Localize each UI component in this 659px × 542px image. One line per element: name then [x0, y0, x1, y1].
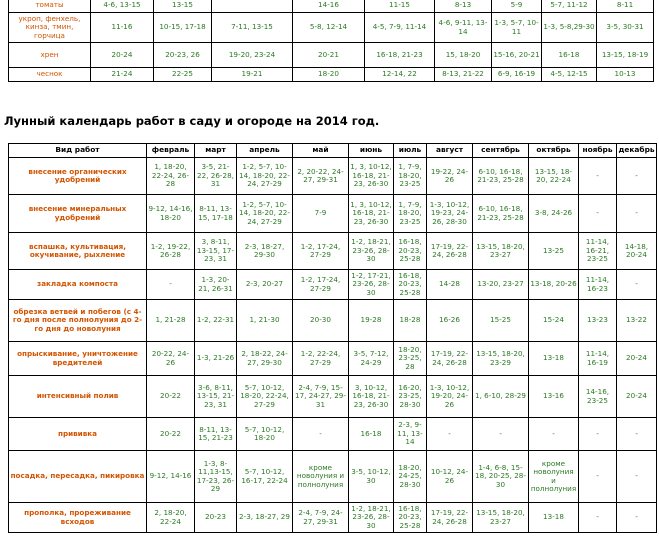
work-row — [9, 342, 657, 376]
date-cell: 1-2, 18-21, 23-26, 28-30 — [349, 233, 394, 270]
date-cell: 6-10, 16-18, 21-23, 25-28 — [473, 158, 529, 195]
date-cell: - — [579, 158, 617, 195]
header-month: август — [427, 144, 473, 158]
date-cell: 9-12, 14-16, 18-20 — [147, 195, 195, 233]
crop-cell: 21-24 — [91, 68, 154, 82]
work-type: опрыскивание, уничтожение вредителей — [9, 342, 147, 376]
work-row — [9, 503, 657, 533]
crop-cell — [212, 0, 293, 13]
work-type: прополка, прореживание всходов — [9, 503, 147, 533]
crop-cell: 5-7, 11-12 — [542, 0, 597, 13]
date-cell: 16-18, 20-23, 25-28 — [394, 270, 427, 300]
date-cell: 1, 21-30 — [237, 300, 293, 342]
crop-cell: 7-11, 13-15 — [212, 13, 293, 43]
date-cell: 13-15, 18-20, 22-24 — [529, 158, 579, 195]
date-cell: 13-16 — [529, 376, 579, 418]
work-type: посадка, пересадка, пикировка — [9, 451, 147, 503]
date-cell: 13-22 — [617, 300, 657, 342]
date-cell: 20-22, 24-26 — [147, 342, 195, 376]
crop-cell: 20-21 — [293, 43, 365, 68]
lunar-calendar-table — [8, 143, 657, 533]
date-cell: 1-2, 22-31 — [195, 300, 237, 342]
crop-cell: 19-20, 23-24 — [212, 43, 293, 68]
date-cell: - — [473, 418, 529, 451]
date-cell: 3-5, 10-12, 30 — [349, 451, 394, 503]
date-cell: 20-24 — [617, 376, 657, 418]
crop-cell: 8-11 — [597, 0, 654, 13]
date-cell: 15-24 — [529, 300, 579, 342]
date-cell: 9-12, 14-16 — [147, 451, 195, 503]
crop-cell: 15, 18-20 — [435, 43, 492, 68]
crop-cell: 4-6, 13-15 — [91, 0, 154, 13]
date-cell: 1-3, 20-21, 26-31 — [195, 270, 237, 300]
crop-cell: 3-5, 30-31 — [597, 13, 654, 43]
date-cell: - — [617, 418, 657, 451]
date-cell: кроме новолуния и полнолуния — [293, 451, 349, 503]
date-cell: 2, 20-22, 24-27, 29-31 — [293, 158, 349, 195]
date-cell: 20-24 — [617, 342, 657, 376]
date-cell: - — [617, 270, 657, 300]
date-cell: 1-2, 5-7, 10-14, 18-20, 22-24, 27-29 — [237, 158, 293, 195]
date-cell: 14-18, 20-24 — [617, 233, 657, 270]
lunar-calendar-title: Лунный календарь работ в саду и огороде на 2014 год. — [4, 114, 380, 128]
date-cell: 8-11, 13-15, 21-23 — [195, 418, 237, 451]
date-cell: 2-3, 20-27 — [237, 270, 293, 300]
date-cell: 11-14, 16-21, 23-25 — [579, 233, 617, 270]
date-cell: 13-20, 23-27 — [473, 270, 529, 300]
crop-cell: 18-20 — [293, 68, 365, 82]
date-cell: 13-25 — [529, 233, 579, 270]
crop-cell: 11-15 — [365, 0, 435, 13]
header-month: ноябрь — [579, 144, 617, 158]
date-cell: 5-7, 10-12, 18-20 — [237, 418, 293, 451]
date-cell: 1-3, 10-12, 19-23, 24-26, 28-30 — [427, 195, 473, 233]
date-cell: 17-19, 22-24, 26-28 — [427, 342, 473, 376]
date-cell: 14-28 — [427, 270, 473, 300]
date-cell: 13-18 — [529, 503, 579, 533]
date-cell: 2-3, 18-27, 29 — [237, 503, 293, 533]
crop-cell: 10-15, 17-18 — [154, 13, 212, 43]
work-row — [9, 195, 657, 233]
crop-cell: 16-18 — [542, 43, 597, 68]
work-row — [9, 158, 657, 195]
crop-row — [9, 13, 654, 43]
date-cell: 2-4, 7-9, 24-27, 29-31 — [293, 503, 349, 533]
date-cell: 1-2, 19-22, 26-28 — [147, 233, 195, 270]
date-cell: 8-11, 13-15, 17-18 — [195, 195, 237, 233]
crop-cell: 12-14, 22 — [365, 68, 435, 82]
crop-cell: 11-16 — [91, 13, 154, 43]
date-cell: 20-23 — [195, 503, 237, 533]
date-cell: 1-2, 17-21, 23-26, 28-30 — [349, 270, 394, 300]
date-cell: 17-19, 22-24, 26-28 — [427, 503, 473, 533]
date-cell: 16-18, 20-23, 25-28 — [394, 503, 427, 533]
crop-cell: 1-3, 5-8,29-30 — [542, 13, 597, 43]
header-month: май — [293, 144, 349, 158]
date-cell: 2-4, 7-9, 15-17, 24-27, 29-31 — [293, 376, 349, 418]
date-cell: 1-2, 17-24, 27-29 — [293, 233, 349, 270]
crop-cell: 13-15, 18-19 — [597, 43, 654, 68]
work-type: прививка — [9, 418, 147, 451]
header-month: апрель — [237, 144, 293, 158]
crop-name: томаты — [9, 0, 91, 13]
date-cell: 14-16, 23-25 — [579, 376, 617, 418]
work-row — [9, 270, 657, 300]
date-cell: 15-25 — [473, 300, 529, 342]
work-type: вспашка, культивация, окучивание, рыхление — [9, 233, 147, 270]
crop-cell: 4-6, 9-11, 13-14 — [435, 13, 492, 43]
date-cell: - — [579, 418, 617, 451]
date-cell: 11-14, 16-19 — [579, 342, 617, 376]
date-cell: 3-5, 7-12, 24-29 — [349, 342, 394, 376]
date-cell: 16-20, 23-25, 28-30 — [394, 376, 427, 418]
date-cell: 11-14, 16-23 — [579, 270, 617, 300]
date-cell: 20-22 — [147, 418, 195, 451]
date-cell: - — [617, 503, 657, 533]
date-cell: - — [579, 503, 617, 533]
crop-name: чеснок — [9, 68, 91, 82]
date-cell: - — [293, 418, 349, 451]
crop-row — [9, 0, 654, 13]
date-cell: 1-2, 22-24, 27-29 — [293, 342, 349, 376]
header-work-type: Вид работ — [9, 144, 147, 158]
crop-cell: 20-24 — [91, 43, 154, 68]
crop-cell: 20-23, 26 — [154, 43, 212, 68]
date-cell: 1-2, 5-7, 10-14, 18-20, 22-24, 27-29 — [237, 195, 293, 233]
header-month: декабрь — [617, 144, 657, 158]
crop-cell: 4-5, 7-9, 11-14 — [365, 13, 435, 43]
date-cell: 3, 10-12, 16-18, 21-23, 26-30 — [349, 376, 394, 418]
date-cell: 1-3, 8-11,13-15, 17-23, 26-29 — [195, 451, 237, 503]
date-cell: 1, 6-10, 28-29 — [473, 376, 529, 418]
date-cell: - — [579, 195, 617, 233]
header-month: июль — [394, 144, 427, 158]
crop-cell: 15-16, 20-21 — [492, 43, 542, 68]
date-cell: 1-3, 10-12, 19-20, 24-26 — [427, 376, 473, 418]
date-cell: 19-28 — [349, 300, 394, 342]
date-cell: - — [427, 418, 473, 451]
date-cell: 18-28 — [394, 300, 427, 342]
crop-cell: 13-15 — [154, 0, 212, 13]
header-month: март — [195, 144, 237, 158]
date-cell: - — [147, 270, 195, 300]
date-cell: кроме новолуния и полнолуния — [529, 451, 579, 503]
crop-cell: 8-13, 21-22 — [435, 68, 492, 82]
crop-cell: 6-9, 16-19 — [492, 68, 542, 82]
date-cell: 1, 7-9, 18-20, 23-25 — [394, 195, 427, 233]
crop-cell: 5-9 — [492, 0, 542, 13]
crop-cell: 5-8, 12-14 — [293, 13, 365, 43]
work-type: внесение органических удобрений — [9, 158, 147, 195]
work-type: закладка компоста — [9, 270, 147, 300]
date-cell: - — [529, 418, 579, 451]
date-cell: 5-7, 10-12, 16-17, 22-24 — [237, 451, 293, 503]
work-row — [9, 376, 657, 418]
crop-planting-table — [8, 0, 654, 82]
work-row — [9, 418, 657, 451]
header-month: сентябрь — [473, 144, 529, 158]
date-cell: 1, 3, 10-12, 16-18, 21-23, 26-30 — [349, 195, 394, 233]
crop-cell: 22-25 — [154, 68, 212, 82]
date-cell: 1, 7-9, 18-20, 23-25 — [394, 158, 427, 195]
date-cell: 10-12, 24-26 — [427, 451, 473, 503]
crop-cell: 14-16 — [293, 0, 365, 13]
header-month: февраль — [147, 144, 195, 158]
date-cell: 5-7, 10-12, 18-20, 22-24, 27-29 — [237, 376, 293, 418]
date-cell: 1-3, 21-26 — [195, 342, 237, 376]
date-cell: 20-30 — [293, 300, 349, 342]
date-cell: 1, 18-20, 22-24, 26-28 — [147, 158, 195, 195]
date-cell: 18-20, 24-25, 28-30 — [394, 451, 427, 503]
date-cell: 13-18 — [529, 342, 579, 376]
date-cell: 1-2, 17-24, 27-29 — [293, 270, 349, 300]
date-cell: 3, 8-11, 13-15, 17-23, 31 — [195, 233, 237, 270]
header-month: октябрь — [529, 144, 579, 158]
date-cell: 13-15, 18-20, 23-27 — [473, 233, 529, 270]
date-cell: 20-22 — [147, 376, 195, 418]
work-type: интенсивный полив — [9, 376, 147, 418]
date-cell: - — [617, 195, 657, 233]
date-cell: - — [617, 158, 657, 195]
date-cell: 16-18 — [349, 418, 394, 451]
crop-row — [9, 43, 654, 68]
date-cell: 2, 18-20, 22-24 — [147, 503, 195, 533]
date-cell: 16-26 — [427, 300, 473, 342]
crop-cell: 16-18, 21-23 — [365, 43, 435, 68]
date-cell: 17-19, 22-24, 26-28 — [427, 233, 473, 270]
date-cell: 16-18, 20-23, 25-28 — [394, 233, 427, 270]
date-cell: 1, 3, 10-12, 16-18, 21-23, 26-30 — [349, 158, 394, 195]
date-cell: 19-22, 24-26 — [427, 158, 473, 195]
date-cell: 1-4, 6-8, 15-18, 20-25, 28-30 — [473, 451, 529, 503]
date-cell: - — [617, 451, 657, 503]
date-cell: 7-9 — [293, 195, 349, 233]
date-cell: 18-20, 23-25, 28 — [394, 342, 427, 376]
crop-row — [9, 68, 654, 82]
work-type: обрезка ветвей и побегов (с 4-го дня после полнолуния до 2-го дня до новолуния — [9, 300, 147, 342]
crop-name: хрен — [9, 43, 91, 68]
date-cell: 13-23 — [579, 300, 617, 342]
date-cell: 13-15, 18-20, 23-29 — [473, 342, 529, 376]
date-cell: 2-3, 9-11, 13-14 — [394, 418, 427, 451]
header-month: июнь — [349, 144, 394, 158]
work-row — [9, 451, 657, 503]
date-cell: 1, 21-28 — [147, 300, 195, 342]
crop-cell: 10-13 — [597, 68, 654, 82]
work-type: внесение минеральных удобрений — [9, 195, 147, 233]
date-cell: - — [579, 451, 617, 503]
lunar-header-row — [9, 144, 657, 158]
date-cell: 13-18, 20-26 — [529, 270, 579, 300]
date-cell: 2-3, 18-27, 29-30 — [237, 233, 293, 270]
crop-cell: 19-21 — [212, 68, 293, 82]
date-cell: 3-6, 8-11, 13-15, 21-23, 31 — [195, 376, 237, 418]
work-row — [9, 300, 657, 342]
crop-cell: 4-5, 12-15 — [542, 68, 597, 82]
crop-name: укроп, фенхель, кинза, тмин, горчица — [9, 13, 91, 43]
date-cell: 13-15, 18-20, 23-27 — [473, 503, 529, 533]
crop-cell: 1-3, 5-7, 10-11 — [492, 13, 542, 43]
date-cell: 6-10, 16-18, 21-23, 25-28 — [473, 195, 529, 233]
date-cell: 1-2, 18-21, 23-26, 28-30 — [349, 503, 394, 533]
date-cell: 2, 18-22, 24-27, 29-30 — [237, 342, 293, 376]
work-row — [9, 233, 657, 270]
date-cell: 3-5, 21-22, 26-28, 31 — [195, 158, 237, 195]
date-cell: 3-8, 24-26 — [529, 195, 579, 233]
crop-cell: 8-13 — [435, 0, 492, 13]
